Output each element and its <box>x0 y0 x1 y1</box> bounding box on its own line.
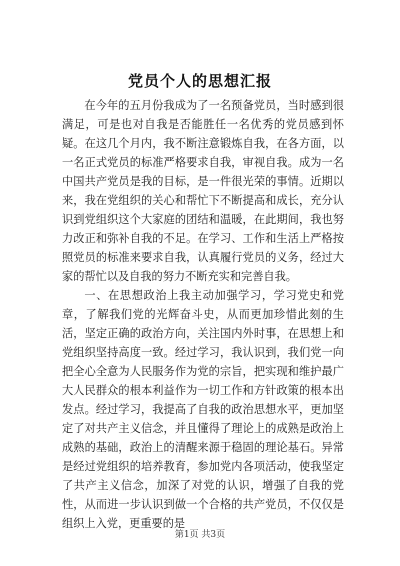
paragraph-political-thought: 一、在思想政治上我主动加强学习，学习党史和党章，了解我们党的光辉奋斗史，从而更加珍惜此刻的生活，坚定正确的政治方向，关注国内外时事，在思想上和党组织坚持高度一致。经过学习，我认识到，我们党一向把全心全意为人民服务作为党的宗旨，把实现和维护最广大人民群众的根本利益作为一切工作和方针政策的根本出发点。经过学习，我提高了自我的政治思想水平，更加坚定了对共产主义信念，并且懂得了理论上的成熟是政治上成熟的基础，政治上的清醒来源于稳固的理论基石。异常是经过党组织的培养教育，参加党内各项活动，使我坚定了共产主义信念，加深了对党的认识，增强了自我的党性，从而进一步认识到做一个合格的共产党员，不仅仅是组织上入党，更重要的是 <box>62 289 344 530</box>
paragraph-intro: 在今年的五月份我成为了一名预备党员，当时感到很满足，可是也对自我是否能胜任一名优秀的党员感到怀疑。在这几个月内，我不断注意锻炼自我，在各方面，以一名正式党员的标准严格要求自我，审视自我。成为一名中国共产党员是我的目标，是一件很光荣的事情。近期以来，我在党组织的关心和帮忙下不断提高和成长，充分认识到党组织这个大家庭的团结和温暖，在此期间，我也努力改正和弥补自我的不足。在学习、工作和生活上严格按照党员的标准来要求自我，认真履行党员的义务，经过大家的帮忙以及自我的努力不断充实和完善自我。 <box>62 99 344 283</box>
document-title: 党员个人的思想汇报 <box>127 72 272 90</box>
document-body <box>62 96 344 533</box>
page-number: 第1页 共3页 <box>174 530 226 540</box>
